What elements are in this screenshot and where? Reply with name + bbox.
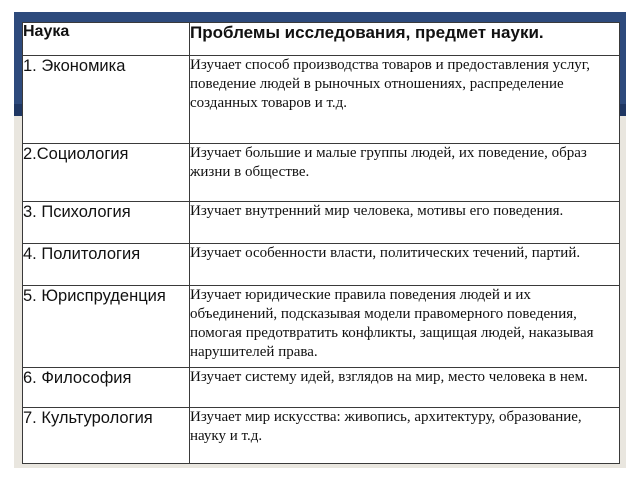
science-description: Изучает способ производства товаров и предоставления услуг, поведение людей в рыночных отношениях, распределение созданных товаров и т.д. <box>190 56 620 144</box>
science-description: Изучает юридические правила поведения людей и их объединений, подсказывая модели правомерного поведения, помогая предотвратить конфликты, защищая людей, наказывая нарушителей права. <box>190 286 620 368</box>
sciences-table <box>22 22 620 464</box>
table-row <box>23 368 620 408</box>
science-name: 3. Психология <box>23 202 190 244</box>
science-name: 6. Философия <box>23 368 190 408</box>
science-name: 5. Юриспруденция <box>23 286 190 368</box>
science-name: 4. Политология <box>23 244 190 286</box>
table-header-row <box>23 23 620 56</box>
column-header-science: Наука <box>23 23 190 56</box>
table-row <box>23 408 620 464</box>
science-description: Изучает особенности власти, политических течений, партий. <box>190 244 620 286</box>
science-name: 2.Социология <box>23 144 190 202</box>
column-header-problem: Проблемы исследования, предмет науки. <box>190 23 620 56</box>
science-name: 1. Экономика <box>23 56 190 144</box>
table-row <box>23 286 620 368</box>
science-name: 7. Культурология <box>23 408 190 464</box>
science-description: Изучает систему идей, взглядов на мир, место человека в нем. <box>190 368 620 408</box>
table-row <box>23 244 620 286</box>
table-row <box>23 202 620 244</box>
table-row <box>23 56 620 144</box>
science-description: Изучает внутренний мир человека, мотивы его поведения. <box>190 202 620 244</box>
table-row <box>23 144 620 202</box>
science-description: Изучает большие и малые группы людей, их поведение, образ жизни в обществе. <box>190 144 620 202</box>
science-description: Изучает мир искусства: живопись, архитектуру, образование, науку и т.д. <box>190 408 620 464</box>
